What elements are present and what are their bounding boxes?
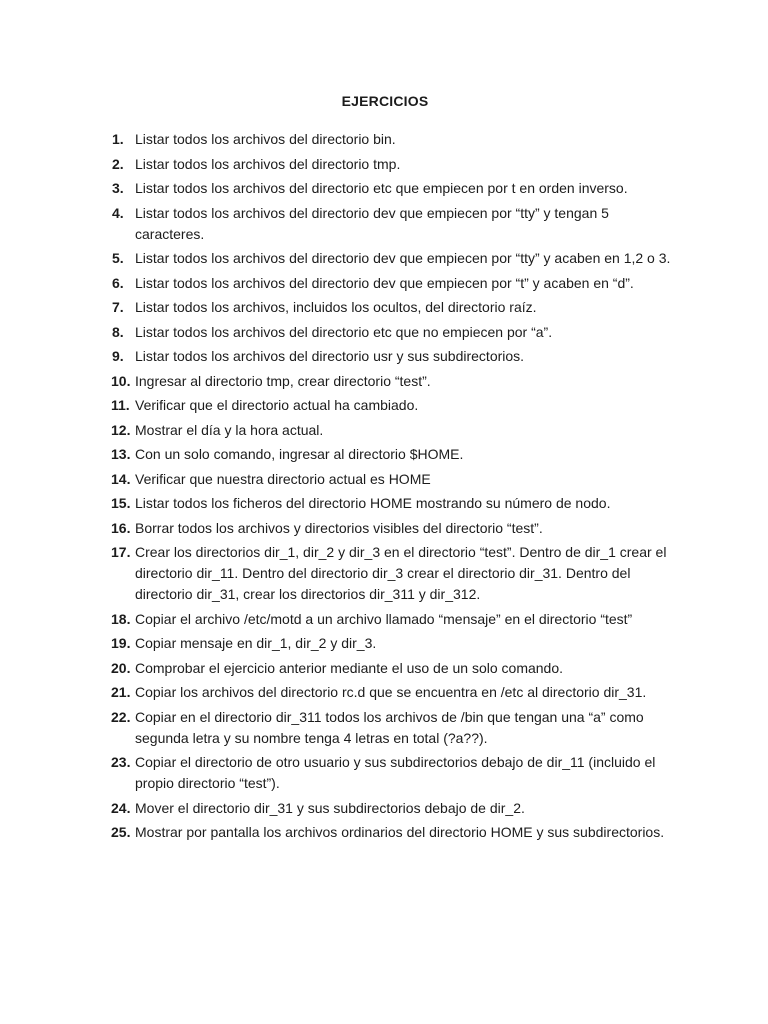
item-text: Verificar que el directorio actual ha cambiado.: [135, 397, 419, 413]
item-text: Crear los directorios dir_1, dir_2 y dir_3 en el directorio “test”. Dentro de dir_1 crear el directorio dir_11. Dentro del directorio dir_3 crear el directorio dir_31. Dentro del directorio dir_31, crear los directorios dir_311 y dir_312.: [135, 544, 667, 602]
list-item: [0, 203, 680, 245]
exercise-list: [0, 129, 768, 847]
list-item: [0, 609, 680, 630]
list-item: [0, 633, 680, 654]
item-text: Copiar en el directorio dir_311 todos los archivos de /bin que tengan una “a” como segunda letra y su nombre tenga 4 letras en total (?a??).: [135, 708, 644, 746]
list-item: [0, 752, 680, 794]
list-item: [0, 129, 680, 150]
list-item: [0, 542, 680, 605]
list-item: [0, 493, 680, 514]
item-text: Copiar el archivo /etc/motd a un archivo llamado “mensaje” en el directorio “test”: [135, 610, 633, 627]
item-number: 17.: [111, 544, 131, 560]
item-number: 11.: [111, 397, 130, 413]
item-number: 12.: [111, 421, 131, 438]
list-item: [0, 518, 680, 539]
list-item: [0, 420, 680, 441]
item-text: Listar todos los archivos del directorio usr y sus subdirectorios.: [135, 348, 525, 364]
item-number: 4.: [112, 204, 124, 221]
item-number: 22.: [111, 708, 131, 725]
item-text: Listar todos los archivos del directorio tmp.: [135, 155, 401, 172]
list-item: [0, 682, 680, 703]
item-text: Mostrar el día y la hora actual.: [135, 421, 324, 438]
item-number: 10.: [111, 372, 131, 389]
item-number: 20.: [111, 659, 131, 676]
item-number: 24.: [111, 799, 131, 816]
list-item: [0, 707, 680, 749]
item-number: 5.: [112, 250, 124, 266]
list-item: [0, 395, 680, 416]
item-text: Listar todos los ficheros del directorio HOME mostrando su número de nodo.: [135, 495, 611, 511]
item-text: Comprobar el ejercicio anterior mediante el uso de un solo comando.: [135, 659, 564, 676]
item-text: Copiar los archivos del directorio rc.d que se encuentra en /etc al directorio dir_31.: [135, 684, 647, 700]
list-item: [0, 658, 680, 679]
item-text: Listar todos los archivos del directorio etc que no empiecen por “a”.: [135, 323, 553, 340]
item-number: 16.: [111, 519, 131, 536]
item-text: Listar todos los archivos del directorio dev que empiecen por “t” y acaben en “d”.: [135, 274, 634, 291]
item-text: Listar todos los archivos del directorio dev que empiecen por “tty” y acaben en 1,2 o 3.: [135, 250, 671, 266]
list-item: [0, 469, 680, 490]
list-item: [0, 798, 680, 819]
item-text: Listar todos los archivos del directorio etc que empiecen por t en orden inverso.: [135, 180, 628, 196]
list-item: [0, 248, 680, 269]
item-number: 2.: [112, 155, 124, 172]
page-title: EJERCICIOS: [341, 93, 429, 109]
list-item: [0, 178, 680, 199]
item-number: 18.: [111, 610, 131, 627]
item-text: Listar todos los archivos del directorio bin.: [135, 131, 396, 147]
item-text: Mover el directorio dir_31 y sus subdirectorios debajo de dir_2.: [135, 799, 525, 816]
item-text: Copiar el directorio de otro usuario y sus subdirectorios debajo de dir_11 (incluido el propio directorio “test”).: [135, 754, 656, 791]
item-number: 7.: [112, 299, 124, 315]
item-number: 21.: [111, 684, 131, 700]
item-number: 3.: [112, 180, 124, 196]
item-number: 1.: [112, 131, 124, 147]
list-item: [0, 322, 680, 343]
item-number: 15.: [111, 495, 131, 511]
item-number: 23.: [111, 754, 131, 770]
item-number: 19.: [111, 635, 131, 651]
list-item: [0, 346, 680, 367]
item-number: 14.: [111, 470, 131, 487]
list-item: [0, 444, 680, 465]
item-text: Verificar que nuestra directorio actual es HOME: [135, 470, 431, 487]
list-item: [0, 154, 680, 175]
item-text: Borrar todos los archivos y directorios visibles del directorio “test”.: [135, 519, 543, 536]
item-text: Ingresar al directorio tmp, crear directorio “test”.: [135, 372, 431, 389]
item-text: Copiar mensaje en dir_1, dir_2 y dir_3.: [135, 635, 377, 651]
list-item: [0, 297, 680, 318]
item-number: 6.: [112, 274, 124, 291]
item-text: Listar todos los archivos del directorio dev que empiecen por “tty” y tengan 5 caracteres.: [135, 204, 609, 242]
item-text: Listar todos los archivos, incluidos los ocultos, del directorio raíz.: [135, 299, 537, 315]
item-number: 8.: [112, 323, 124, 340]
item-text: Mostrar por pantalla los archivos ordinarios del directorio HOME y sus subdirectorios.: [135, 824, 665, 840]
item-number: 25.: [111, 824, 131, 840]
list-item: [0, 273, 680, 294]
item-number: 13.: [111, 446, 131, 462]
item-number: 9.: [112, 348, 124, 364]
item-text: Con un solo comando, ingresar al directorio $HOME.: [135, 446, 464, 462]
list-item: [0, 822, 680, 843]
list-item: [0, 371, 680, 392]
